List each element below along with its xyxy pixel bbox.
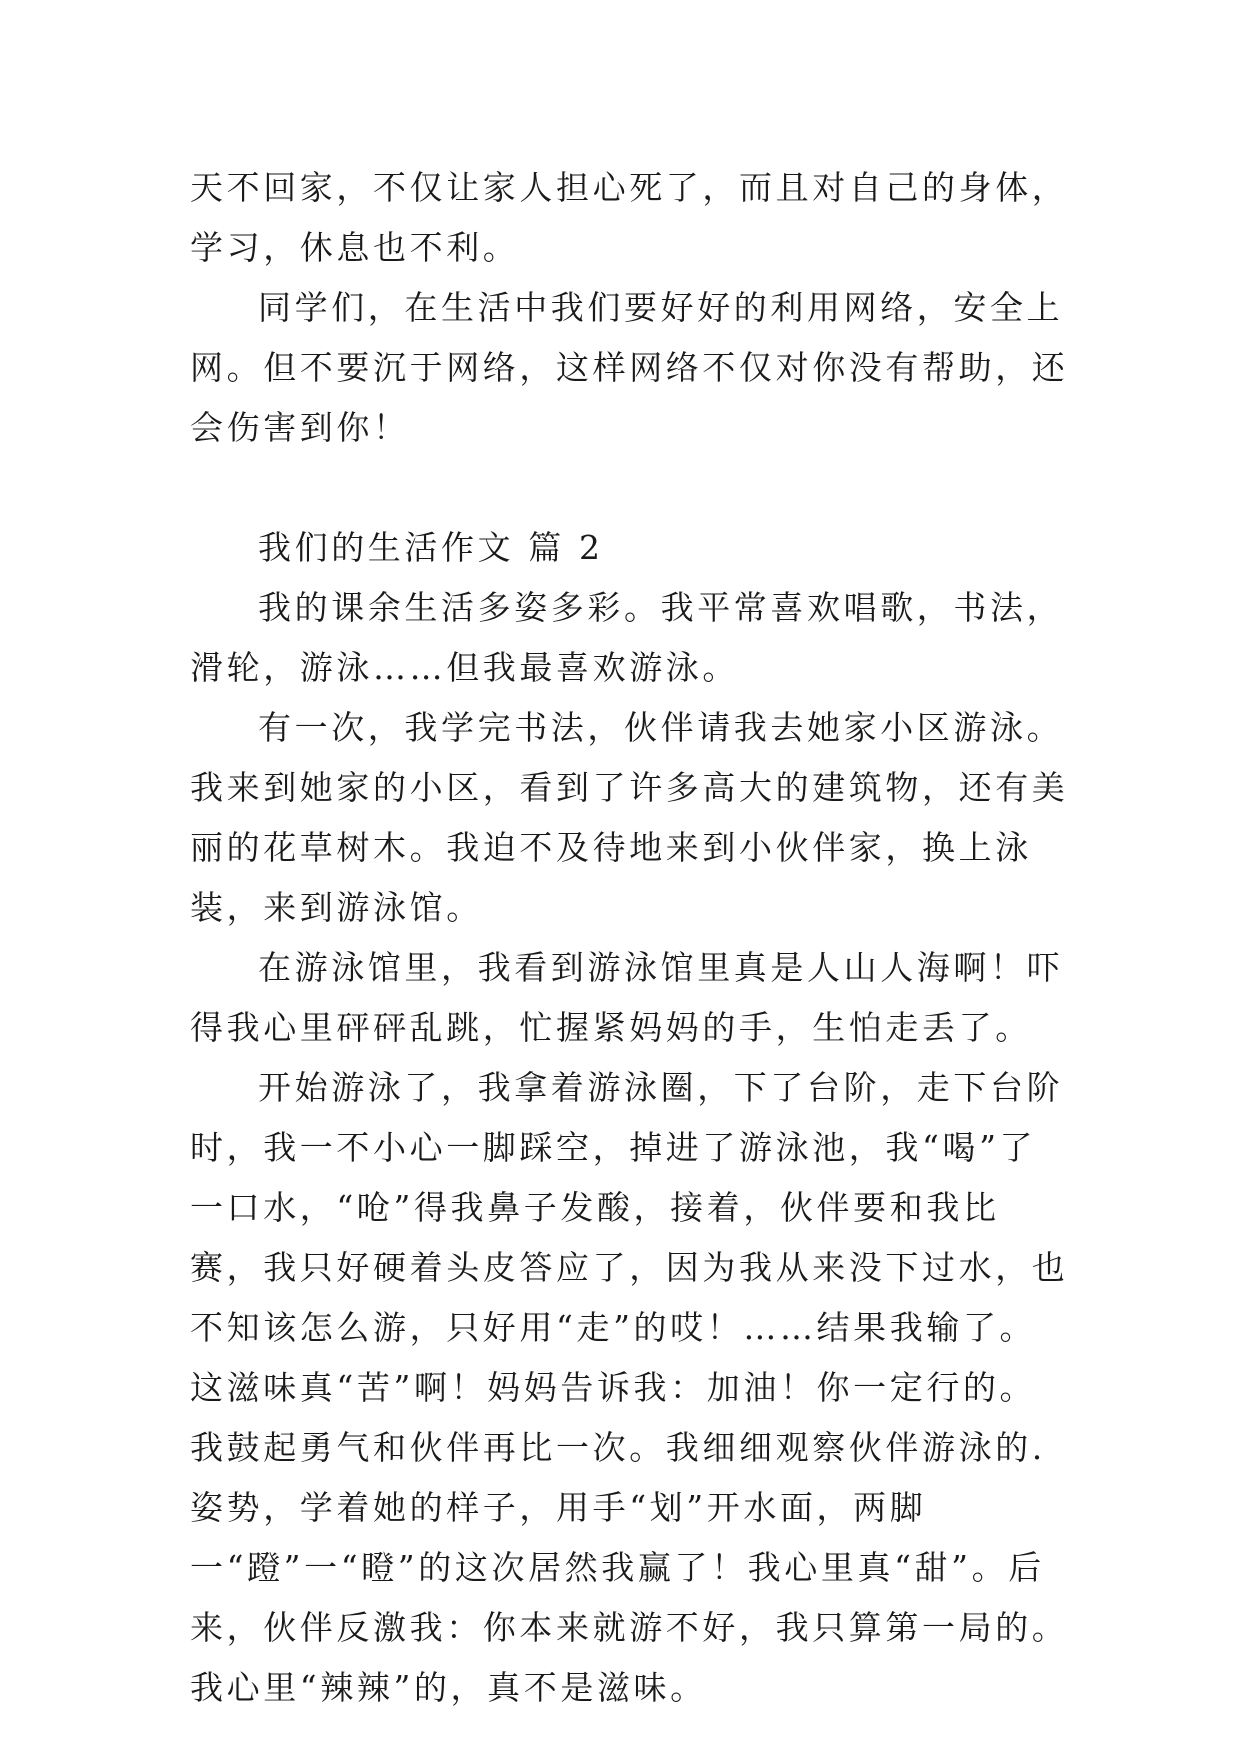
paragraph-swimming-race: 开始游泳了，我拿着游泳圈，下了台阶，走下台阶时，我一不小心一脚踩空，掉进了游泳池，我“喝”了一口水，“呛”得我鼻子发酸，接着，伙伴要和我比赛，我只好硬着头皮答应了，因为我从来没下过水，也不知该怎么游，只好用“走”的哎！……结果我输了。这滋味真“苦”啊！妈妈告诉我：加油！你一定行的。我鼓起勇气和伙伴再比一次。我细细观察伙伴游泳的.姿势，学着她的样子，用手“划”开水面，两脚一“蹬”一“瞪”的这次居然我赢了！我心里真“甜”。后来，伙伴反激我：你本来就游不好，我只算第一局的。我心里“辣辣”的，真不是滋味。: [190, 1068, 1069, 1707]
paragraph-internet-advice: 同学们，在生活中我们要好好的利用网络，安全上网。但不要沉于网络，这样网络不仅对你没有帮助，还会伤害到你！: [190, 288, 1069, 447]
paragraph-hobbies: 我的课余生活多姿多彩。我平常喜欢唱歌，书法，滑轮，游泳……但我最喜欢游泳。: [190, 588, 1064, 687]
paragraph-continuation: 天不回家，不仅让家人担心死了，而且对自己的身体，学习，休息也不利。: [190, 168, 1069, 267]
paragraph-pool-crowd: 在游泳馆里，我看到游泳馆里真是人山人海啊！吓得我心里砰砰乱跳，忙握紧妈妈的手，生怕走丢了。: [190, 948, 1064, 1047]
document-body: [190, 158, 1070, 1718]
section-heading: 我们的生活作文 篇 2: [258, 528, 604, 567]
paragraph-visit: 有一次，我学完书法，伙伴请我去她家小区游泳。我来到她家的小区，看到了许多高大的建筑物，还有美丽的花草树木。我迫不及待地来到小伙伴家，换上泳装，来到游泳馆。: [190, 708, 1069, 927]
section-spacer: [190, 458, 1070, 518]
